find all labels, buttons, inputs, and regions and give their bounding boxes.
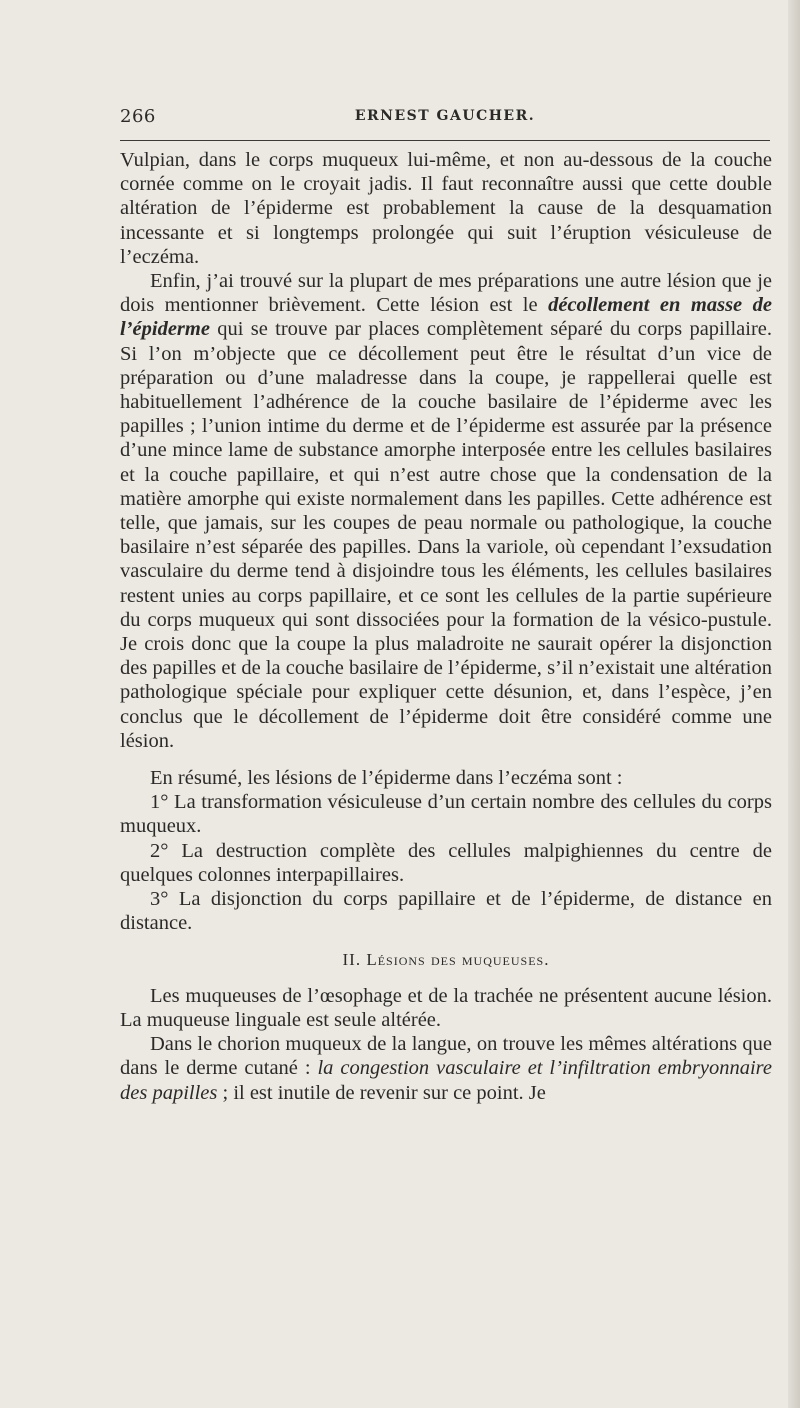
section-numeral: II.	[342, 949, 367, 969]
paragraph-text: ; il est inutile de revenir sur ce point. Je	[217, 1081, 546, 1104]
section-heading	[120, 948, 772, 972]
paragraph-text: Enfin, j’ai trouvé sur la plupart de mes préparations une autre lésion que je dois mentionner brièvement. Cette lésion est le	[120, 270, 772, 317]
emphasis-text: la congestion vasculaire et l’infiltration embryonnaire des papilles	[120, 1057, 772, 1104]
paragraph-chorion	[120, 1032, 772, 1105]
page-header	[120, 106, 770, 132]
paragraph-decollement	[120, 269, 772, 753]
header-rule	[120, 140, 770, 141]
list-item-3: 3° La disjonction du corps papillaire et de l’épiderme, de distance en distance.	[120, 888, 772, 935]
paragraph-muqueuses: Les muqueuses de l’œsophage et de la trachée ne présentent aucune lésion. La muqueuse linguale est seule altérée.	[120, 984, 772, 1031]
spacer	[120, 753, 772, 766]
paragraph-continued: Vulpian, dans le corps muqueux lui-même, et non au-dessous de la couche cornée comme on le croyait jadis. Il faut reconnaître aussi que cette double altération de l’épiderme est probablement la cause de la desquamation incessante et si longtemps prolongée qui suit l’éruption vésiculeuse de l’eczéma.	[120, 149, 772, 268]
list-item-2: 2° La destruction complète des cellules malpighiennes du centre de quelques colonnes interpapillaires.	[120, 839, 772, 886]
paragraph-text: Dans le chorion muqueux de la langue, on trouve les mêmes altérations que dans le derme cutané :	[120, 1033, 772, 1080]
page-edge-shadow	[788, 0, 800, 1408]
running-head: ERNEST GAUCHER.	[354, 108, 536, 124]
list-item-1: 1° La transformation vésiculeuse d’un certain nombre des cellules du corps muqueux.	[120, 791, 772, 838]
page-number: 266	[120, 106, 156, 127]
body-text	[120, 148, 772, 1105]
emphasis-text: décollement en masse de l’épiderme	[120, 294, 772, 341]
section-title: Lésions des muqueuses.	[366, 949, 550, 969]
paragraph-text: qui se trouve par places complètement séparé du corps papillaire. Si l’on m’objecte que ce décollement peut être le résultat d’un vice de préparation ou d’une maladresse dans la coupe, je rappellerai quelle est habituellement l’adhérence de la couche basilaire de l’épiderme avec les papilles ; l’union intime du derme et de l’épiderme est assurée par la présence d’une mince lame de substance amorphe interposée entre les cellules basilaires et la couche papillaire, et qui n’est autre chose que la condensation de la matière amorphe qui existe normalement dans les papilles. Cette adhérence est telle, que jamais, sur les coupes de peau normale ou pathologique, la couche basilaire n’est séparée des papilles. Dans la variole, où cependant l’exsudation vasculaire du derme tend à disjoindre tous les éléments, les cellules basilaires restent unies au corps papillaire, et ce sont les cellules de la partie supérieure du corps muqueux qui sont dissociées pour la formation de la vésico-pustule. Je crois donc que la coupe la plus maladroite ne saurait opérer la disjonction des papilles et de la couche basilaire de l’épiderme, s’il n’existait une altération pathologique spéciale pour expliquer cette désunion, et, dans l’espèce, j’en conclus que le décollement de l’épiderme doit être considéré comme une lésion.	[120, 318, 772, 752]
paragraph-resume: En résumé, les lésions de l’épiderme dans l’eczéma sont :	[150, 767, 623, 790]
